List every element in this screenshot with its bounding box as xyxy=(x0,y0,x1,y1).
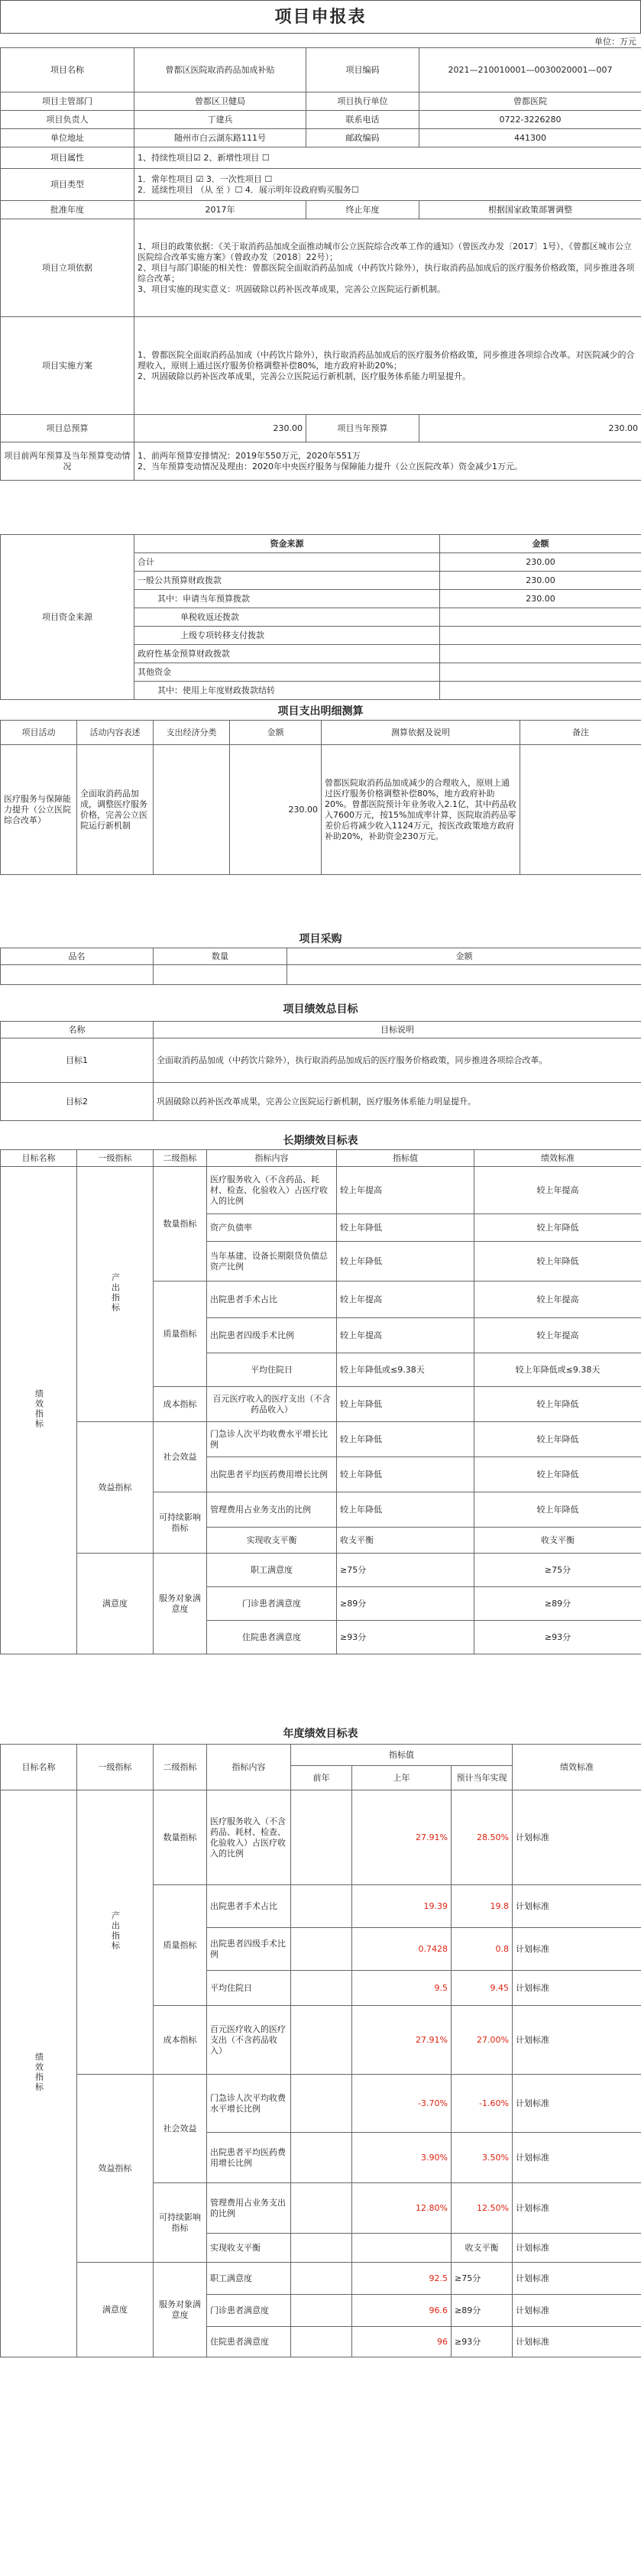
longterm-title: 长期绩效目标表 xyxy=(283,1135,358,1147)
funding-row: 上级专项转移支付拨款 xyxy=(134,627,440,645)
goals-header-desc: 目标说明 xyxy=(154,1022,641,1039)
annual-std: 计划标准 xyxy=(513,1885,641,1928)
annual-l2: 社会效益 xyxy=(154,2075,207,2183)
expense-table xyxy=(0,720,641,875)
annual-target-text: 绩效指标 xyxy=(34,2052,44,2092)
annual-last: 9.5 xyxy=(352,1971,452,2006)
funding-amount: 230.00 xyxy=(440,590,641,608)
annual-last: 92.5 xyxy=(352,2263,452,2295)
expense-title: 项目支出明细测算 xyxy=(277,705,364,718)
annual-last: 12.80% xyxy=(352,2183,452,2234)
annual-prev xyxy=(291,2133,352,2183)
goal-name: 目标1 xyxy=(1,1039,154,1083)
plan-label: 项目实施方案 xyxy=(1,317,134,415)
goal-desc: 全面取消药品加成（中药饮片除外），执行取消药品加成后的医疗服务价格政策，同步推进各项综合改革。 xyxy=(154,1039,641,1083)
funding-header-source: 资金来源 xyxy=(134,535,440,553)
expense-activity: 医疗服务与保障能力提升（公立医院综合改革） xyxy=(1,745,77,875)
dept-label: 项目主管部门 xyxy=(1,92,134,111)
annual-target-name xyxy=(1,1790,77,2357)
annual-l2: 可持续影响指标 xyxy=(154,2183,207,2263)
annual-std: 计划标准 xyxy=(513,2075,641,2133)
page-title: 项目申报表 xyxy=(0,0,641,34)
annual-expect: 19.8 xyxy=(452,1885,513,1928)
annual-expect: ≥93分 xyxy=(452,2327,513,2357)
longterm-header: 指标值 xyxy=(337,1150,474,1167)
goals-header-name: 名称 xyxy=(1,1022,154,1039)
longterm-content: 百元医疗收入的医疗支出（不含药品收入） xyxy=(207,1387,337,1422)
longterm-std: 较上年提高 xyxy=(474,1167,641,1214)
project-name-label: 项目名称 xyxy=(1,48,134,92)
longterm-l2: 可持续影响指标 xyxy=(154,1492,207,1554)
approve-year: 2017年 xyxy=(134,201,306,219)
annual-last: 96.6 xyxy=(352,2295,452,2327)
dept: 曾都区卫健局 xyxy=(134,92,306,111)
longterm-std: 较上年降低 xyxy=(474,1387,641,1422)
annual-l2: 数量指标 xyxy=(154,1790,207,1885)
annual-l2: 成本指标 xyxy=(154,2006,207,2075)
annual-content: 门急诊人次平均收费水平增长比例 xyxy=(207,2075,291,2133)
annual-last: 96 xyxy=(352,2327,452,2357)
annual-expect: 0.8 xyxy=(452,1928,513,1971)
procurement-cell xyxy=(287,965,641,985)
longterm-std: ≥75分 xyxy=(474,1554,641,1587)
annual-prev xyxy=(291,2075,352,2133)
funding-amount xyxy=(440,627,641,645)
funding-row: 一般公共预算财政拨款 xyxy=(134,572,440,590)
funding-amount: 230.00 xyxy=(440,553,641,572)
funding-header-amount: 金额 xyxy=(440,535,641,553)
annual-expect: ≥89分 xyxy=(452,2295,513,2327)
longterm-std: 较上年提高 xyxy=(474,1282,641,1318)
annual-expect: -1.60% xyxy=(452,2075,513,2133)
annual-expect: 28.50% xyxy=(452,1790,513,1885)
longterm-value: 较上年提高 xyxy=(337,1167,474,1214)
exec: 曾都医院 xyxy=(419,92,641,111)
expense-header: 项目活动 xyxy=(1,721,77,745)
annual-content: 平均住院日 xyxy=(207,1971,291,2006)
annual-prev xyxy=(291,2234,352,2263)
longterm-header: 指标内容 xyxy=(207,1150,337,1167)
funding-row: 其中：申请当年预算拨款 xyxy=(134,590,440,608)
annual-header: 一级指标 xyxy=(77,1745,154,1790)
annual-expect: 收支平衡 xyxy=(452,2234,513,2263)
longterm-content: 门急诊人次平均收费水平增长比例 xyxy=(207,1422,337,1457)
annual-std: 计划标准 xyxy=(513,1790,641,1885)
funding-table xyxy=(0,534,641,700)
annual-last xyxy=(352,2234,452,2263)
longterm-header: 目标名称 xyxy=(1,1150,77,1167)
longterm-content: 实现收支平衡 xyxy=(207,1528,337,1554)
annual-expect: 27.00% xyxy=(452,2006,513,2075)
expense-header: 支出经济分类 xyxy=(154,721,230,745)
annual-prev xyxy=(291,2327,352,2357)
longterm-value: 较上年降低 xyxy=(337,1242,474,1282)
longterm-value: ≥75分 xyxy=(337,1554,474,1587)
longterm-value: 较上年提高 xyxy=(337,1282,474,1318)
annual-expect: 12.50% xyxy=(452,2183,513,2234)
end-year-label: 终止年度 xyxy=(306,201,419,219)
annual-header: 目标名称 xyxy=(1,1745,77,1790)
annual-l1-satisfaction: 满意度 xyxy=(77,2263,154,2357)
longterm-l2: 数量指标 xyxy=(154,1167,207,1282)
annual-l1-output xyxy=(77,1790,154,2075)
annual-prev xyxy=(291,1971,352,2006)
longterm-value: 较上年降低 xyxy=(337,1492,474,1528)
funding-label: 项目资金来源 xyxy=(1,535,134,700)
annual-content: 实现收支平衡 xyxy=(207,2234,291,2263)
annual-prev xyxy=(291,2006,352,2075)
longterm-content: 出院患者四级手术比例 xyxy=(207,1318,337,1353)
longterm-l1-satisfaction: 满意度 xyxy=(77,1554,154,1654)
annual-last: 19.39 xyxy=(352,1885,452,1928)
longterm-content: 资产负债率 xyxy=(207,1214,337,1242)
leader: 丁建兵 xyxy=(134,111,306,129)
procurement-table xyxy=(0,948,641,985)
change-label: 项目前两年预算及当年预算变动情况 xyxy=(1,442,134,481)
annual-std: 计划标准 xyxy=(513,2006,641,2075)
annual-std: 计划标准 xyxy=(513,2133,641,2183)
annual-title: 年度绩效目标表 xyxy=(283,1728,358,1740)
funding-row: 其中：使用上年度财政拨款结转 xyxy=(134,682,440,700)
address: 随州市白云湖东路111号 xyxy=(134,129,306,147)
longterm-content: 出院患者手术占比 xyxy=(207,1282,337,1318)
annual-std: 计划标准 xyxy=(513,2263,641,2295)
funding-amount xyxy=(440,682,641,700)
annual-prev xyxy=(291,2295,352,2327)
annual-last: 3.90% xyxy=(352,2133,452,2183)
longterm-content: 住院患者满意度 xyxy=(207,1621,337,1654)
annual-std: 计划标准 xyxy=(513,1928,641,1971)
longterm-header: 一级指标 xyxy=(77,1150,154,1167)
longterm-header: 二级指标 xyxy=(154,1150,207,1167)
longterm-value: ≥93分 xyxy=(337,1621,474,1654)
type-label: 项目类型 xyxy=(1,169,134,201)
total-budget: 230.00 xyxy=(134,415,306,442)
type-line-2: 2．延续性项目 （从 至 ）☐ 4．展示明年设政府购买服务☐ xyxy=(138,184,359,195)
longterm-std: 较上年降低或≤9.38天 xyxy=(474,1353,641,1387)
longterm-value: 较上年降低 xyxy=(337,1214,474,1242)
annual-std: 计划标准 xyxy=(513,1971,641,2006)
annual-content: 医疗服务收入（不含药品、耗材、检查、化验收入）占医疗收入的比例 xyxy=(207,1790,291,1885)
funding-row: 单税收返还拨款 xyxy=(134,608,440,627)
annual-prev xyxy=(291,1885,352,1928)
annual-std: 计划标准 xyxy=(513,2234,641,2263)
longterm-std: ≥93分 xyxy=(474,1621,641,1654)
annual-subheader: 预计当年实现 xyxy=(452,1766,513,1790)
longterm-header: 绩效标准 xyxy=(474,1150,641,1167)
longterm-std: 较上年降低 xyxy=(474,1242,641,1282)
procurement-header: 数量 xyxy=(154,948,287,965)
procurement-cell xyxy=(1,965,154,985)
funding-amount xyxy=(440,608,641,627)
expense-amount: 230.00 xyxy=(230,745,322,875)
annual-header: 指标内容 xyxy=(207,1745,291,1790)
address-label: 单位地址 xyxy=(1,129,134,147)
procurement-cell xyxy=(154,965,287,985)
longterm-std: 较上年降低 xyxy=(474,1457,641,1492)
basis-text: 1、项目的政策依据：《关于取消药品加成全面推动城市公立医院综合改革工作的通知》（曾医改办发〔2017〕1号）、《曾都区城市公立医院综合改革实施方案》（曾政办发〔2018〕22号）； 2、项目与部门职能的相关性：曾都医院全面取消药品加成（中药饮片除外），执行取消药品加成后的医疗服务价格政策，同步推进各项综合改革； 3、项目实施的现实意义：巩固破除以药补医改革成果，完善公立医院运行新机制。 xyxy=(134,219,641,317)
annual-l2: 服务对象满意度 xyxy=(154,2263,207,2357)
annual-std: 计划标准 xyxy=(513,2327,641,2357)
annual-last: 0.7428 xyxy=(352,1928,452,1971)
unit-label: 单位：万元 xyxy=(594,37,636,47)
funding-row: 合计 xyxy=(134,553,440,572)
longterm-table xyxy=(0,1149,641,1654)
basic-info-table xyxy=(0,47,641,481)
longterm-l1-benefit: 效益指标 xyxy=(77,1422,154,1554)
longterm-value: ≥89分 xyxy=(337,1587,474,1621)
funding-amount: 230.00 xyxy=(440,572,641,590)
annual-table xyxy=(0,1744,641,2357)
longterm-value: 较上年降低 xyxy=(337,1387,474,1422)
annual-expect: ≥75分 xyxy=(452,2263,513,2295)
longterm-l2: 成本指标 xyxy=(154,1387,207,1422)
exec-label: 项目执行单位 xyxy=(306,92,419,111)
annual-content: 出院患者平均医药费用增长比例 xyxy=(207,2133,291,2183)
annual-content: 出院患者手术占比 xyxy=(207,1885,291,1928)
annual-prev xyxy=(291,1790,352,1885)
annual-prev xyxy=(291,1928,352,1971)
longterm-value: 较上年降低 xyxy=(337,1457,474,1492)
change-text: 1、前两年预算安排情况：2019年550万元，2020年551万 2、当年预算变动情况及理由：2020年中央医疗服务与保障能力提升（公立医院改革）资金减少1万元。 xyxy=(134,442,641,481)
expense-category xyxy=(154,745,230,875)
project-code: 2021—210010001—0030020001—007 xyxy=(419,48,641,92)
type-value xyxy=(134,169,641,201)
longterm-content: 职工满意度 xyxy=(207,1554,337,1587)
current-budget-label: 项目当年预算 xyxy=(306,415,419,442)
phone: 0722-3226280 xyxy=(419,111,641,129)
annual-subheader: 前年 xyxy=(291,1766,352,1790)
annual-content: 门诊患者满意度 xyxy=(207,2295,291,2327)
project-name: 曾都区医院取消药品加成补贴 xyxy=(134,48,306,92)
end-year: 根据国家政策部署调整 xyxy=(419,201,641,219)
longterm-content: 管理费用占业务支出的比例 xyxy=(207,1492,337,1528)
annual-content: 管理费用占业务支出的比例 xyxy=(207,2183,291,2234)
annual-last: 27.91% xyxy=(352,2006,452,2075)
goals-table xyxy=(0,1021,641,1121)
funding-row: 其他资金 xyxy=(134,663,440,682)
expense-header: 备注 xyxy=(520,721,641,745)
longterm-content: 门诊患者满意度 xyxy=(207,1587,337,1621)
postcode: 441300 xyxy=(419,129,641,147)
longterm-std: 较上年降低 xyxy=(474,1492,641,1528)
longterm-content: 出院患者平均医药费用增长比例 xyxy=(207,1457,337,1492)
procurement-title: 项目采购 xyxy=(299,933,342,945)
longterm-std: 收支平衡 xyxy=(474,1528,641,1554)
longterm-value: 较上年降低 xyxy=(337,1422,474,1457)
annual-last: 27.91% xyxy=(352,1790,452,1885)
longterm-std: 较上年提高 xyxy=(474,1318,641,1353)
annual-l2: 质量指标 xyxy=(154,1885,207,2006)
longterm-content: 医疗服务收入（不含药品、耗材、检查、化验收入）占医疗收入的比例 xyxy=(207,1167,337,1214)
longterm-value: 较上年提高 xyxy=(337,1318,474,1353)
procurement-header: 金额 xyxy=(287,948,641,965)
funding-amount xyxy=(440,645,641,663)
annual-prev xyxy=(291,2183,352,2234)
annual-prev xyxy=(291,2263,352,2295)
expense-header: 金额 xyxy=(230,721,322,745)
longterm-l1-output xyxy=(77,1167,154,1422)
total-budget-label: 项目总预算 xyxy=(1,415,134,442)
goal-name: 目标2 xyxy=(1,1083,154,1121)
longterm-content: 平均住院日 xyxy=(207,1353,337,1387)
annual-last: -3.70% xyxy=(352,2075,452,2133)
longterm-target-text: 绩效指标 xyxy=(34,1388,44,1429)
longterm-l2: 服务对象满意度 xyxy=(154,1554,207,1654)
annual-header: 绩效标准 xyxy=(513,1745,641,1790)
basis-label: 项目立项依据 xyxy=(1,219,134,317)
plan-text: 1、曾都医院全面取消药品加成（中药饮片除外），执行取消药品加成后的医疗服务价格政策，同步推进各项综合改革。对医院减少的合理收入，原则上通过医疗服务价格调整补偿80%，地方政府补助20%； 2、巩固破除以药补医改革成果，完善公立医院运行新机制，医疗服务体系能力明显提升。 xyxy=(134,317,641,415)
funding-amount xyxy=(440,663,641,682)
longterm-value: 收支平衡 xyxy=(337,1528,474,1554)
longterm-content: 当年基建、设备长期限贷负债总资产比例 xyxy=(207,1242,337,1282)
annual-subheader: 上年 xyxy=(352,1766,452,1790)
type-line-1: 1．常年性项目 ☑ 3．一次性项目 ☐ xyxy=(138,173,273,184)
annual-header: 指标值 xyxy=(291,1745,513,1766)
annual-header: 二级指标 xyxy=(154,1745,207,1790)
annual-expect: 9.45 xyxy=(452,1971,513,2006)
expense-header: 测算依据及说明 xyxy=(322,721,520,745)
nature-value: 1、持续性项目☑ 2、新增性项目 ☐ xyxy=(134,147,641,169)
longterm-std: ≥89分 xyxy=(474,1587,641,1621)
phone-label: 联系电话 xyxy=(306,111,419,129)
postcode-label: 邮政编码 xyxy=(306,129,419,147)
annual-std: 计划标准 xyxy=(513,2295,641,2327)
longterm-target-name xyxy=(1,1167,77,1654)
longterm-std: 较上年降低 xyxy=(474,1422,641,1457)
annual-expect: 3.50% xyxy=(452,2133,513,2183)
goals-title: 项目绩效总目标 xyxy=(283,1003,358,1016)
longterm-l1-output-text: 产出指标 xyxy=(110,1272,121,1313)
current-budget: 230.00 xyxy=(419,415,641,442)
expense-note: 曾都医院取消药品加成减少的合理收入，原则上通过医疗服务价格调整补偿80%，地方政府补助20%。曾都医院预计年业务收入2.1亿，其中药品收入7600万元，按15%加成率计算，医院取消药品零差价后将减少收入1124万元，按医改政策地方政府补助20%，补助资金230万元。 xyxy=(322,745,520,875)
annual-content: 住院患者满意度 xyxy=(207,2327,291,2357)
annual-content: 出院患者四级手术比例 xyxy=(207,1928,291,1971)
expense-header: 活动内容表述 xyxy=(77,721,154,745)
funding-row: 政府性基金预算财政拨款 xyxy=(134,645,440,663)
annual-content: 职工满意度 xyxy=(207,2263,291,2295)
annual-l1-benefit: 效益指标 xyxy=(77,2075,154,2263)
project-code-label: 项目编码 xyxy=(306,48,419,92)
annual-std: 计划标准 xyxy=(513,2183,641,2234)
leader-label: 项目负责人 xyxy=(1,111,134,129)
expense-content: 全面取消药品加成，调整医疗服务价格，完善公立医院运行新机制 xyxy=(77,745,154,875)
annual-content: 百元医疗收入的医疗支出（不含药品收入） xyxy=(207,2006,291,2075)
longterm-l2: 社会效益 xyxy=(154,1422,207,1492)
longterm-l2: 质量指标 xyxy=(154,1282,207,1387)
longterm-std: 较上年降低 xyxy=(474,1214,641,1242)
expense-remark xyxy=(520,745,641,875)
nature-label: 项目属性 xyxy=(1,147,134,169)
longterm-value: 较上年降低或≤9.38天 xyxy=(337,1353,474,1387)
procurement-header: 品名 xyxy=(1,948,154,965)
approve-year-label: 批准年度 xyxy=(1,201,134,219)
goal-desc: 巩固破除以药补医改革成果，完善公立医院运行新机制，医疗服务体系能力明显提升。 xyxy=(154,1083,641,1121)
annual-l1-output-text: 产出指标 xyxy=(110,1910,121,1951)
